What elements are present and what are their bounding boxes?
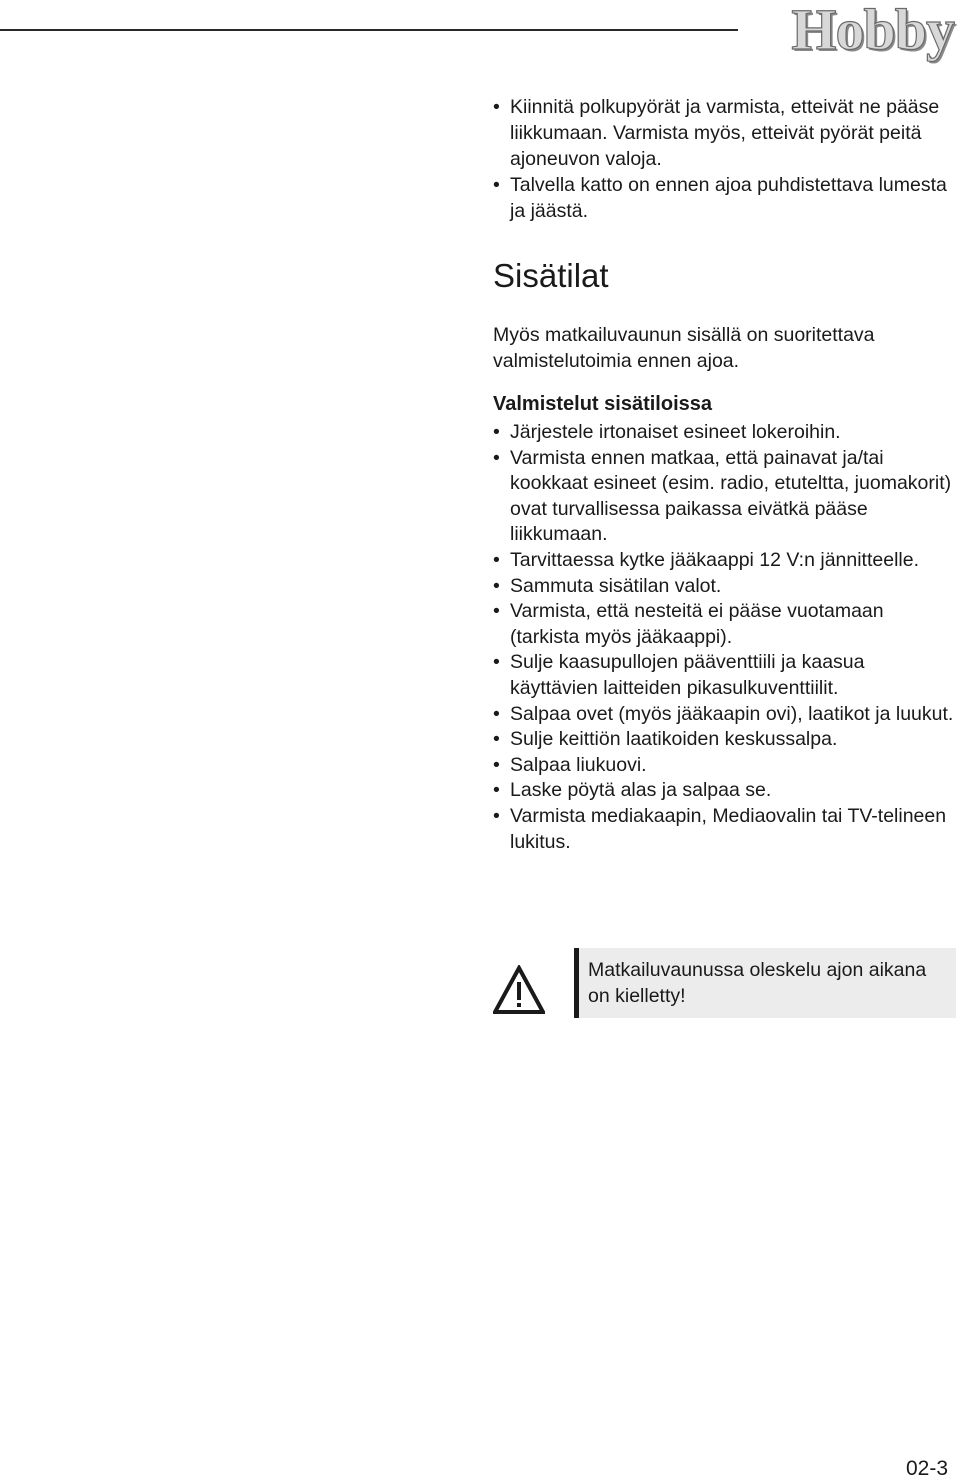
brand-logo: Hobby [791, 0, 954, 62]
list-item: • Tarvittaessa kytke jääkaappi 12 V:n jännitteelle. [493, 548, 955, 574]
list-item: • Talvella katto on ennen ajoa puhdistettava lumesta ja jäästä. [493, 172, 955, 224]
list-item: • Järjestele irtonaiset esineet lokeroihin. [493, 420, 955, 446]
section-title: Sisätilat [493, 257, 609, 294]
list-item: • Sammuta sisätilan valot. [493, 574, 955, 600]
list-item: • Sulje kaasupullojen pääventtiili ja kaasua käyttävien laitteiden pikasulkuventtiilit. [493, 650, 955, 701]
warning-note [574, 948, 956, 1018]
list-item: • Varmista mediakaapin, Mediaovalin tai TV-telineen lukitus. [493, 804, 955, 855]
list-item: • Varmista, että nesteitä ei pääse vuotamaan (tarkista myös jääkaappi). [493, 599, 955, 650]
header-rule [0, 29, 738, 31]
list-item: • Kiinnitä polkupyörät ja varmista, etteivät ne pääse liikkumaan. Varmista myös, etteivät pyörät peitä ajoneuvon valoja. [493, 94, 955, 172]
warning-text: Matkailuvaunussa oleskelu ajon aikana on kielletty! [588, 959, 927, 1007]
subheading: Valmistelut sisätiloissa [493, 393, 712, 415]
list-item: • Salpaa liukuovi. [493, 753, 955, 779]
section-intro: Myös matkailuvaunun sisällä on suoritettava valmistelutoimia ennen ajoa. [493, 324, 875, 372]
list-item: • Varmista ennen matkaa, että painavat ja/tai kookkaat esineet (esim. radio, etuteltta, juomakorit) ovat turvallisessa paikassa eivätkä pääse liikkumaan. [493, 446, 955, 548]
list-item: • Salpaa ovet (myös jääkaapin ovi), laatikot ja luukut. [493, 702, 955, 728]
top-bullet-list [493, 94, 955, 224]
list-item: • Sulje keittiön laatikoiden keskussalpa. [493, 727, 955, 753]
warning-triangle-icon [493, 965, 545, 1015]
preparation-bullet-list [493, 420, 955, 855]
page-number: 02-3 [905, 1457, 948, 1480]
list-item: • Laske pöytä alas ja salpaa se. [493, 778, 955, 804]
